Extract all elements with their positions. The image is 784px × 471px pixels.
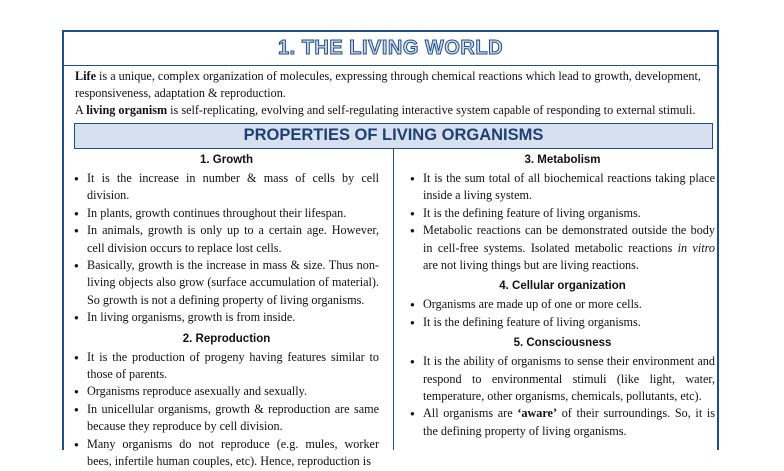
organism-definition-text: is self-replicating, evolving and self-regulating interactive system capable of responding to external stimuli. <box>167 103 696 117</box>
title-divider <box>64 65 717 66</box>
list-item: ● It is the defining feature of living organisms. <box>410 314 715 331</box>
organism-definition-prefix: A <box>75 103 87 117</box>
list-item: ● Basically, growth is the increase in mass & size. Thus non-living objects also grow (surface accumulation of material). So growth is not a defining property of living organisms. <box>74 257 379 309</box>
list-item: ● It is the ability of organisms to sense their environment and respond to environmental stimuli (like light, water, temperature, other organisms, chemicals, pollutants, etc). <box>410 353 715 405</box>
consciousness-bullet-text-end: of their surroundings. So, it is the defining property of living organisms. <box>423 406 715 438</box>
intro-paragraph <box>75 68 713 119</box>
organism-term: living organism <box>86 103 168 117</box>
list-item: ● It is the defining feature of living organisms. <box>410 205 715 222</box>
properties-header: PROPERTIES OF LIVING ORGANISMS <box>74 123 713 149</box>
life-definition-text: is a unique, complex organization of molecules, expressing through chemical reactions which lead to growth, development, responsiveness, adaptation & reproduction. <box>75 69 701 100</box>
life-definition <box>75 68 713 102</box>
reproduction-heading: 2. Reproduction <box>182 332 271 345</box>
growth-list <box>74 170 379 327</box>
organism-definition <box>75 102 713 119</box>
consciousness-list <box>410 353 715 440</box>
reproduction-list <box>74 349 379 471</box>
chapter-title: 1. THE LIVING WORLD <box>277 37 504 59</box>
metabolism-bullet-text: Metabolic reactions can be demonstrated outside the body in cell-free systems. Isolated metabolic reactions <box>423 223 715 255</box>
growth-heading: 1. Growth <box>199 154 254 166</box>
in-vitro-term: in vitro <box>677 240 715 255</box>
list-item: ● Organisms reproduce asexually and sexually. <box>74 383 379 400</box>
list-item: ● Organisms are made up of one or more cells. <box>410 296 715 313</box>
life-term: Life <box>75 69 96 83</box>
cellular-organization-heading: 4. Cellular organization <box>499 280 626 293</box>
list-item: ● In living organisms, growth is from inside. <box>74 309 379 326</box>
list-item: ● In animals, growth is only up to a certain age. However, cell division occurs to replace lost cells. <box>74 222 379 257</box>
list-item <box>410 222 715 274</box>
right-column <box>410 152 715 440</box>
aware-term: ‘aware’ <box>517 406 558 421</box>
column-divider <box>393 149 394 450</box>
list-item: ● It is the production of progeny having features similar to those of parents. <box>74 349 379 384</box>
metabolism-bullet-text-end: are not living things but are living reactions. <box>423 258 639 273</box>
consciousness-bullet-text: All organisms are <box>423 406 518 421</box>
consciousness-heading: 5. Consciousness <box>513 337 612 350</box>
page-frame <box>62 30 719 469</box>
list-item: ● It is the increase in number & mass of cells by cell division. <box>74 170 379 205</box>
metabolism-heading: 3. Metabolism <box>524 154 601 166</box>
list-item: ● It is the sum total of all biochemical reactions taking place inside a living system. <box>410 170 715 205</box>
list-item: ● In plants, growth continues throughout their lifespan. <box>74 205 379 222</box>
metabolism-list <box>410 170 715 274</box>
list-item: ● Many organisms do not reproduce (e.g. mules, worker bees, infertile human couples, etc). Hence, reproduction is <box>74 436 379 471</box>
cellular-list <box>410 296 715 331</box>
left-column <box>74 152 379 471</box>
list-item <box>410 405 715 440</box>
list-item: ● In unicellular organisms, growth & reproduction are same because they reproduce by cell division. <box>74 401 379 436</box>
